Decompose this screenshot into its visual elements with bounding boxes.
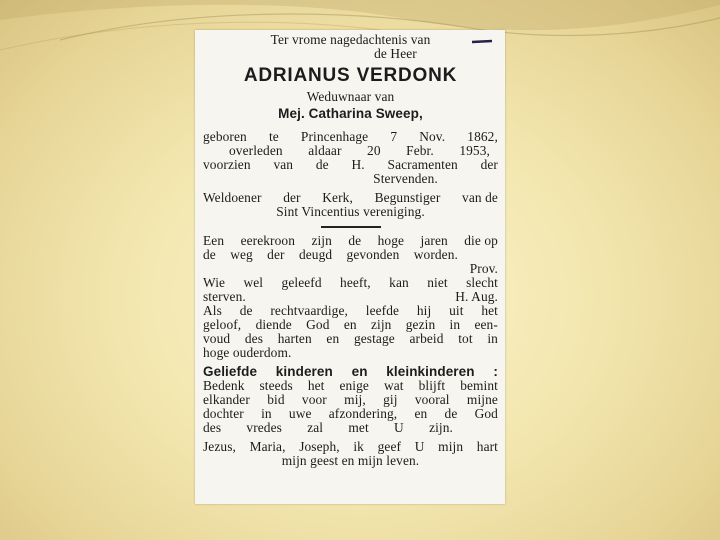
message-line-3: dochter in uwe afzondering, en de God — [203, 407, 498, 421]
text-line-5: sterven. H. Aug. — [203, 290, 498, 304]
text-line-8: voud des harten en gestage arbeid tot in — [203, 332, 498, 346]
prayer-line-2: mijn geest en mijn leven. — [281, 454, 420, 468]
text-line-2: de weg der deugd gevonden worden. — [203, 248, 458, 262]
dedication-line-2: de Heer — [374, 47, 417, 61]
text-source-prov: Prov. — [469, 262, 498, 276]
provided-line: voorzien van de H. Sacramenten der — [203, 158, 498, 172]
memorial-card — [195, 30, 505, 504]
died-line: overleden aldaar 20 Febr. 1953, — [229, 144, 490, 158]
text-line-9: hoge ouderdom. — [203, 346, 292, 360]
text-line-1: Een eerekroon zijn de hoge jaren die op — [203, 234, 498, 248]
widower-line: Weduwnaar van — [306, 90, 395, 104]
message-line-4: des vredes zal met U zijn. — [203, 421, 453, 435]
text-line-6: Als de rechtvaardige, leefde hij uit het — [203, 304, 498, 318]
message-line-1: Bedenk steeds het enige wat blijft bemint — [203, 379, 498, 393]
born-line: geboren te Princenhage 7 Nov. 1862, — [203, 130, 498, 144]
text-line-4: Wie wel geleefd heeft, kan niet slecht — [203, 276, 498, 290]
dying-line: Stervenden. — [373, 172, 438, 186]
spouse-name: Mej. Catharina Sweep, — [278, 107, 423, 121]
prayer-line-1: Jezus, Maria, Joseph, ik geef U mijn hart — [203, 440, 498, 454]
ink-mark — [471, 38, 493, 45]
separator-rule — [321, 226, 381, 228]
benefactor-line-2: Sint Vincentius vereniging. — [276, 205, 425, 219]
text-line-7: geloof, diende God en zijn gezin in een- — [203, 318, 498, 332]
message-line-2: elkander bid voor mij, gij vooral mijne — [203, 393, 498, 407]
dedication-line-1: Ter vrome nagedachtenis van — [270, 33, 431, 47]
children-heading: Geliefde kinderen en kleinkinderen : — [203, 365, 498, 379]
benefactor-line-1: Weldoener der Kerk, Begunstiger van de — [203, 191, 498, 205]
deceased-name: ADRIANUS VERDONK — [243, 65, 458, 86]
